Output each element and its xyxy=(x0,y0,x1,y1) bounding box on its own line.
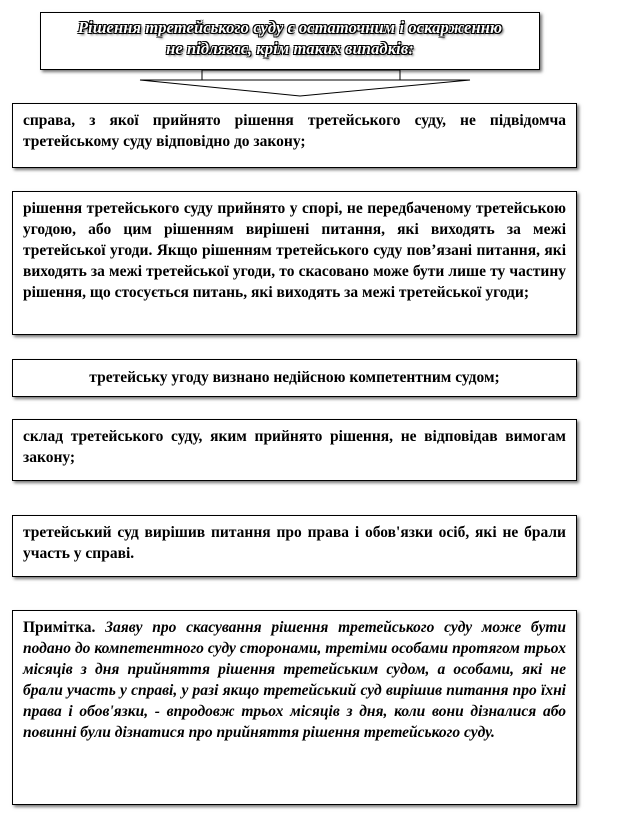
case-item-2-text: рішення третейського суду прийнято у спорі, не передбаченому третейською угодою, або цим рішенням вирішені питання, які виходять за межі третейської угоди. Якщо рішенням третейського суду пов’язані питання, які виходять за межі третейської угоди, то скасовано може бути лише ту частину рішення, що стосується питань, які виходять за межі третейської угоди; xyxy=(23,200,566,301)
note-box xyxy=(12,610,577,805)
note-text: Заяву про скасування рішення третейського суду може бути подано до компетентного суду сторонами, третіми особами протягом трьох місяців з дня прийняття рішення третейським судом, а особами, які не брали участь у справі, у разі якщо третейський суд вирішив питання про їхні права і обов'язки, - впродовж трьох місяців з дня, коли вони дізналися або повинні були дізнатися про прийняття рішення третейського суду. xyxy=(23,619,566,741)
case-item-1 xyxy=(12,103,577,168)
case-item-1-text: справа, з якої прийнято рішення третейського суду, не підвідомча третейському суду відповідно до закону; xyxy=(23,112,566,150)
case-item-5 xyxy=(12,515,577,577)
case-item-4 xyxy=(12,419,577,481)
note-separator: . xyxy=(91,619,106,636)
case-item-4-text: склад третейського суду, яким прийнято рішення, не відповідав вимогам закону; xyxy=(23,428,566,466)
case-item-2 xyxy=(12,191,577,335)
header-title-line-2: не підлягає, крім таких випадків: xyxy=(166,39,414,58)
case-item-3-text: третейську угоду визнано недійсною компетентним судом; xyxy=(89,369,500,386)
arrow-head xyxy=(140,80,470,96)
header-title-line-1: Рішення третейського суду є остаточним і оскарженню xyxy=(77,18,503,37)
header-box xyxy=(40,12,540,70)
case-item-5-text: третейський суд вирішив питання про права і обов'язки осіб, які не брали участь у справі. xyxy=(23,524,566,562)
case-item-3 xyxy=(12,359,577,397)
note-label: Примітка xyxy=(23,619,92,636)
title-ledge xyxy=(202,70,400,80)
